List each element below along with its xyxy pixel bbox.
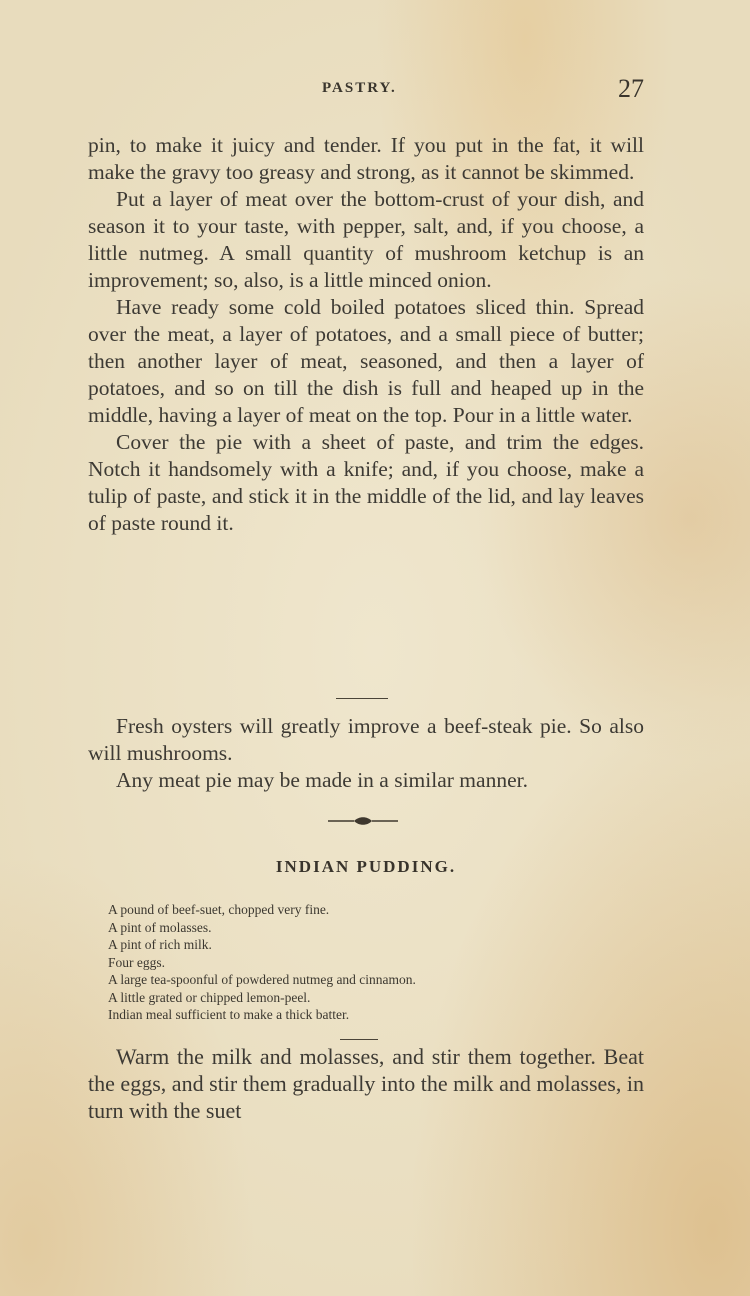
ingredient-divider: [340, 1039, 378, 1040]
paragraph: Have ready some cold boiled potatoes sliced thin. Spread over the meat, a layer of potatoes, and a small piece of butter; then another layer of meat, seasoned, and then a layer of potatoes, and so on till the dish is full and heaped up in the middle, having a layer of meat on the top. Pour in a little water.: [88, 295, 644, 427]
ingredient-list: [108, 901, 628, 1024]
section-divider: [336, 698, 388, 699]
page-number: 27: [618, 74, 644, 103]
ingredient-item: A pint of rich milk.: [108, 937, 212, 952]
paragraph: Put a layer of meat over the bottom-crust of your dish, and season it to your taste, with pepper, salt, and, if you choose, a little nutmeg. A small quantity of mushroom ketchup is an improvement; so, also, is a little minced onion.: [88, 187, 644, 292]
running-title: PASTRY.: [322, 80, 397, 96]
paragraph: Warm the milk and molasses, and stir them together. Beat the eggs, and stir them gradually into the milk and molasses, in turn with the suet: [88, 1044, 644, 1123]
ingredient-item: A pound of beef-suet, chopped very fine.: [108, 902, 330, 917]
paragraph: Any meat pie may be made in a similar manner.: [116, 768, 528, 792]
ingredient-item: A pint of molasses.: [108, 919, 212, 935]
ingredient-item: Four eggs.: [108, 954, 165, 970]
paragraph: pin, to make it juicy and tender. If you put in the fat, it will make the gravy too greasy and strong, as it cannot be skimmed.: [88, 133, 644, 184]
paragraph: Cover the pie with a sheet of paste, and trim the edges. Notch it handsomely with a knife; and, if you choose, make a tulip of paste, and stick it in the middle of the lid, and lay leaves of paste round it.: [88, 430, 644, 535]
recipe-heading: INDIAN PUDDING.: [275, 857, 457, 876]
running-head: [88, 74, 644, 103]
ornament-divider: [328, 814, 398, 828]
paragraph: Fresh oysters will greatly improve a beef-steak pie. So also will mushrooms.: [88, 714, 644, 765]
recipe-instructions: [88, 1043, 644, 1124]
ingredient-item: A little grated or chipped lemon-peel.: [108, 989, 311, 1005]
ingredient-item: Indian meal sufficient to make a thick batter.: [108, 1007, 350, 1022]
recipe-notes: [88, 713, 644, 794]
recipe-text-continued: [88, 132, 644, 537]
ingredient-item: A large tea-spoonful of powdered nutmeg and cinnamon.: [108, 972, 416, 987]
